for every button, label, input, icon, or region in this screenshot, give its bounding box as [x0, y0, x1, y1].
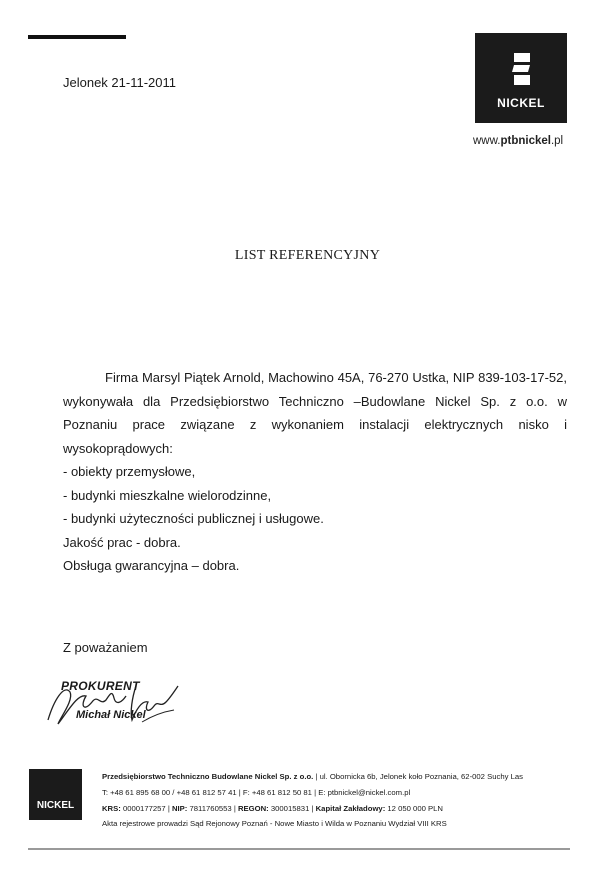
- footer-rule: [28, 848, 570, 850]
- krs-label: KRS:: [102, 803, 121, 813]
- company-name: Przedsiębiorstwo Techniczno Budowlane Nickel Sp. z o.o.: [102, 772, 314, 781]
- header-rule: [28, 35, 126, 39]
- company-footer: [102, 769, 523, 832]
- closing-phrase: Z poważaniem: [63, 640, 148, 655]
- company-address: | ul. Obornicka 6b, Jelonek koło Poznania, 62-002 Suchy Las: [315, 772, 523, 781]
- regon-label: REGON:: [237, 803, 269, 813]
- company-logo: [475, 33, 567, 123]
- krs-value: 0000177257: [122, 803, 166, 813]
- capital-value: 12 050 000 PLN: [387, 803, 443, 813]
- footer-line-contact: T: +48 61 895 68 00 / +48 61 812 57 41 | F: +48 61 812 50 81 | E: ptbnickel@nickel.com.pl: [102, 787, 411, 797]
- stamp-name: Michał Nickel: [76, 709, 146, 721]
- warranty-line: Obsługa gwarancyjna – dobra.: [63, 558, 240, 573]
- letter-title: LIST REFERENCYJNY: [234, 248, 381, 263]
- list-item: - budynki mieszkalne wielorodzinne,: [63, 487, 272, 503]
- footer-logo-text: NICKEL: [36, 800, 75, 811]
- footer-line-company: [102, 769, 523, 785]
- stamp-title: PROKURENT: [61, 679, 140, 693]
- logo-text: NICKEL: [497, 96, 545, 110]
- website-url: [473, 135, 563, 147]
- list-item: - obiekty przemysłowe,: [63, 464, 196, 479]
- capital-label: Kapitał Zakładowy:: [315, 803, 386, 813]
- website-bold: ptbnickel: [500, 135, 551, 147]
- footer-logo: [29, 769, 82, 820]
- nip-value: 7811760553: [189, 803, 232, 813]
- body-paragraph: Firma Marsyl Piątek Arnold, Machowino 45A, 76-270 Ustka, NIP 839-103-17-52, wykonywała dla Przedsiębiorstwo Techniczno –Budowlane Nickel Sp. z o.o. w Poznaniu prace związane z wykonaniem instalacji elektrycznych nisko i wysokoprądowych:: [63, 370, 567, 456]
- nickel-logo-icon: [512, 53, 532, 91]
- regon-value: 300015831: [270, 803, 310, 813]
- website-suffix: .pl: [550, 135, 564, 147]
- footer-line-registry-ids: KRS: 0000177257 | NIP: 7811760553 | REGON: 300015831 | Kapitał Zakładowy: 12 050 000 PLN: [102, 803, 443, 813]
- footer-line-court: Akta rejestrowe prowadzi Sąd Rejonowy Poznań - Nowe Miasto i Wilda w Poznaniu Wydział VIII KRS: [102, 819, 447, 829]
- website-prefix: www.: [473, 135, 501, 147]
- list-item: - budynki użyteczności publicznej i usługowe.: [63, 511, 324, 526]
- nip-label: NIP:: [171, 803, 188, 813]
- letter-body: [63, 366, 567, 578]
- quality-line: Jakość prac - dobra.: [63, 534, 181, 550]
- letter-date: Jelonek 21-11-2011: [63, 75, 176, 90]
